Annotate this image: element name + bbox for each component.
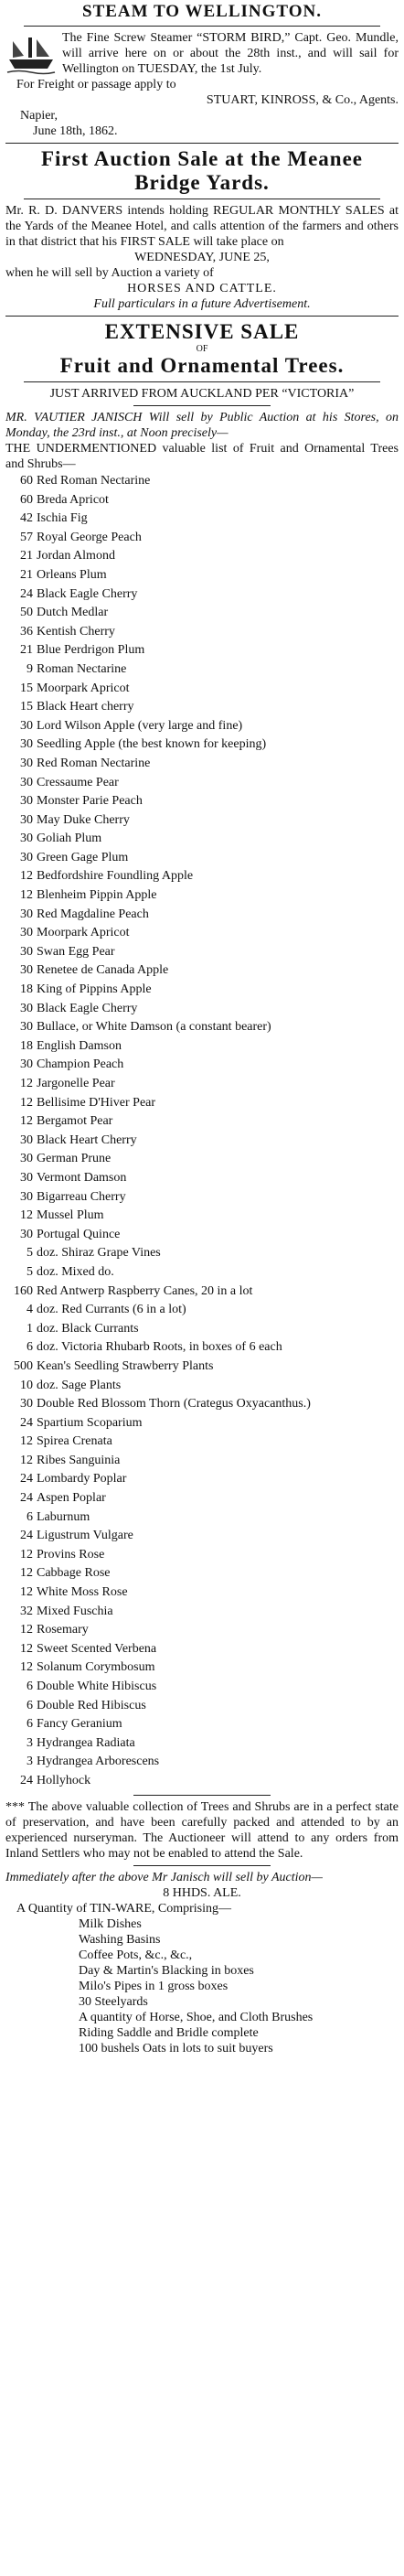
advert-title: EXTENSIVE SALE	[104, 320, 300, 343]
goods: HORSES AND CATTLE.	[127, 282, 277, 295]
list-item	[5, 1056, 399, 1075]
item-quantity: 6	[27, 1509, 33, 1524]
list-item	[5, 698, 399, 717]
tinware-list	[5, 1916, 399, 2056]
list-item	[5, 1301, 399, 1320]
list-item	[5, 1283, 399, 1302]
item-name: Breda Apricot	[37, 492, 109, 507]
fruit-trees-advert	[5, 320, 399, 2056]
list-item	[5, 547, 399, 566]
newspaper-column	[5, 0, 399, 2056]
item-name: Bedfordshire Foundling Apple	[37, 869, 194, 884]
item-name: doz. Red Currants (6 in a lot)	[37, 1303, 186, 1317]
item-quantity: 30	[20, 812, 33, 827]
item-name: King of Pippins Apple	[37, 982, 152, 997]
item-name: Sweet Scented Verbena	[37, 1641, 157, 1656]
item-quantity: 500	[14, 1358, 33, 1373]
list-item	[5, 1452, 399, 1471]
item-quantity: 30	[20, 1189, 33, 1204]
list-item	[5, 906, 399, 925]
item-quantity: 4	[27, 1303, 33, 1317]
item-name: Kean's Seedling Strawberry Plants	[37, 1358, 214, 1373]
list-item	[5, 1150, 399, 1169]
list-item	[5, 1583, 399, 1603]
item-name: English Damson	[37, 1038, 122, 1053]
item-quantity: 30	[20, 1397, 33, 1411]
list-item	[5, 1207, 399, 1226]
item-quantity: 30	[20, 1001, 33, 1015]
item-name: Ligustrum Vulgare	[37, 1529, 133, 1543]
item-name: Orleans Plum	[37, 567, 107, 582]
item-quantity: 12	[20, 1660, 33, 1675]
list-item	[5, 1395, 399, 1414]
list-item	[5, 1338, 399, 1358]
item-quantity: 160	[14, 1283, 33, 1298]
item-quantity: 21	[20, 567, 33, 582]
list-item	[5, 1094, 399, 1113]
item-name: Aspen Poplar	[37, 1491, 106, 1506]
item-name: Seedling Apple (the best known for keeping)	[37, 737, 267, 752]
item-quantity: 5	[27, 1264, 33, 1279]
item-quantity: 1	[27, 1321, 33, 1336]
item-name: Double White Hibiscus	[37, 1680, 157, 1693]
item-quantity: 30	[20, 1020, 33, 1035]
item-quantity: 12	[20, 1453, 33, 1467]
item-quantity: 3	[27, 1755, 33, 1769]
list-item	[5, 510, 399, 529]
item-name: Spartium Scoparium	[37, 1415, 143, 1430]
item-quantity: 12	[20, 1566, 33, 1581]
item-name: German Prune	[37, 1152, 112, 1166]
advert-title: STEAM TO WELLINGTON.	[82, 2, 322, 21]
advert-note: Full particulars in a future Advertisement.	[93, 297, 311, 311]
item-name: Lombardy Poplar	[37, 1472, 127, 1487]
item-name: Hollyhock	[37, 1773, 91, 1787]
list-item	[5, 1226, 399, 1245]
list-item	[5, 472, 399, 491]
list-item	[5, 1640, 399, 1659]
item-quantity: 24	[20, 1529, 33, 1543]
item-name: Bergamot Pear	[37, 1114, 113, 1129]
item-name: Jargonelle Pear	[37, 1077, 115, 1090]
tinware-item: 30 Steelyards	[79, 1994, 148, 2009]
list-item	[5, 735, 399, 755]
item-quantity: 12	[20, 1585, 33, 1600]
divider	[133, 405, 271, 406]
item-quantity: 24	[20, 1415, 33, 1430]
list-item	[5, 680, 399, 699]
list-item	[5, 792, 399, 811]
list-item	[5, 717, 399, 736]
item-quantity: 6	[27, 1680, 33, 1693]
sale-day: WEDNESDAY, JUNE 25,	[134, 251, 270, 264]
item-quantity: 12	[20, 1208, 33, 1223]
item-name: doz. Black Currants	[37, 1321, 139, 1336]
item-quantity: 12	[20, 1623, 33, 1637]
list-item	[5, 1414, 399, 1433]
item-quantity: 30	[20, 907, 33, 921]
item-quantity: 5	[27, 1246, 33, 1261]
item-name: Hydrangea Radiata	[37, 1735, 135, 1750]
list-item	[5, 774, 399, 793]
list-item	[5, 1734, 399, 1754]
advert-title: First Auction Sale at the Meanee Bridge Yards.	[40, 147, 364, 194]
item-name: Double Red Hibiscus	[37, 1698, 146, 1712]
item-quantity: 42	[20, 511, 33, 526]
item-quantity: 12	[20, 1434, 33, 1449]
list-item	[5, 1000, 399, 1019]
list-item	[5, 1018, 399, 1037]
item-quantity: 57	[20, 530, 33, 544]
list-item	[5, 755, 399, 774]
list-item	[5, 1715, 399, 1734]
item-quantity: 30	[20, 1132, 33, 1147]
list-item	[5, 1621, 399, 1640]
item-name: Dutch Medlar	[37, 606, 109, 620]
tinware-item: Coffee Pots, &c., &c.,	[79, 1948, 193, 1962]
item-name: Black Heart cherry	[37, 700, 134, 714]
item-name: Ribes Sanguinia	[37, 1453, 121, 1467]
list-item	[5, 585, 399, 605]
item-quantity: 30	[20, 775, 33, 789]
list-item	[5, 867, 399, 886]
item-name: Bullace, or White Damson (a constant bearer)	[37, 1020, 271, 1035]
item-quantity: 30	[20, 737, 33, 752]
list-item	[5, 1508, 399, 1528]
item-name: Ischia Fig	[37, 511, 88, 526]
list-item	[5, 641, 399, 660]
item-quantity: 12	[20, 1641, 33, 1656]
item-name: Lord Wilson Apple (very large and fine)	[37, 718, 243, 733]
list-item	[5, 1564, 399, 1583]
item-quantity: 30	[20, 944, 33, 959]
item-name: Swan Egg Pear	[37, 944, 115, 959]
divider	[5, 143, 399, 144]
tinware-item: Day & Martin's Blacking in boxes	[79, 1963, 254, 1978]
item-quantity: 24	[20, 1773, 33, 1787]
auction-meanee-advert	[5, 147, 399, 317]
list-item	[5, 1546, 399, 1565]
item-quantity: 24	[20, 1491, 33, 1506]
list-item	[5, 1678, 399, 1697]
tinware-item: Milk Dishes	[79, 1916, 142, 1931]
item-name: Mussel Plum	[37, 1208, 104, 1223]
item-name: Monster Parie Peach	[37, 794, 143, 809]
item-name: Renetee de Canada Apple	[37, 963, 169, 978]
list-item	[5, 1603, 399, 1622]
list-item	[5, 1433, 399, 1452]
item-name: Blenheim Pippin Apple	[37, 888, 157, 903]
item-quantity: 24	[20, 586, 33, 601]
list-item	[5, 886, 399, 906]
item-name: Goliah Plum	[37, 832, 102, 846]
item-name: Kentish Cherry	[37, 624, 115, 639]
item-quantity: 30	[20, 963, 33, 978]
item-name: Spirea Crenata	[37, 1434, 112, 1449]
list-item	[5, 1244, 399, 1263]
item-quantity: 21	[20, 643, 33, 658]
tinware-lead: A Quantity of TIN-WARE, Comprising—	[16, 1901, 232, 1916]
item-name: Provins Rose	[37, 1547, 105, 1562]
item-name: May Duke Cherry	[37, 812, 130, 827]
list-item	[5, 1527, 399, 1546]
item-name: Moorpark Apricot	[37, 926, 130, 940]
item-name: doz. Shiraz Grape Vines	[37, 1246, 161, 1261]
item-name: Portugal Quince	[37, 1227, 121, 1241]
list-item	[5, 1697, 399, 1716]
item-quantity: 6	[27, 1717, 33, 1732]
list-item	[5, 830, 399, 849]
collection-note: *** The above valuable collection of Trees and Shrubs are in a perfect state of preservation, and have been carefully packed and attended to by an experienced nurseryman. The Auctioneer will attend to any orders from Inland Settlers who may not be enabled to attend the Sale.	[5, 1799, 399, 1861]
list-item	[5, 1658, 399, 1678]
item-name: Double Red Blossom Thorn (Crategus Oxyacanthus.)	[37, 1397, 311, 1411]
after-sale: Immediately after the above Mr Janisch will sell by Auction—	[5, 1870, 323, 1884]
advert-subtitle: Fruit and Ornamental Trees.	[59, 354, 345, 377]
item-quantity: 30	[20, 718, 33, 733]
item-quantity: 12	[20, 888, 33, 903]
list-item	[5, 1489, 399, 1508]
advert-body: Mr. R. D. DANVERS intends holding REGULAR MONTHLY SALES at the Yards of the Meanee Hotel, and calls attention of the farmers and others in that district that his FIRST SALE will take place on	[5, 204, 399, 249]
item-quantity: 12	[20, 1114, 33, 1129]
place: Napier,	[20, 109, 58, 123]
list-item	[5, 961, 399, 981]
item-name: Moorpark Apricot	[37, 681, 130, 695]
item-quantity: 30	[20, 850, 33, 864]
item-name: Red Antwerp Raspberry Canes, 20 in a lot	[37, 1283, 253, 1298]
item-name: Red Roman Nectarine	[37, 756, 151, 770]
item-name: Bigarreau Cherry	[37, 1189, 126, 1204]
item-quantity: 3	[27, 1735, 33, 1750]
freight-line: For Freight or passage apply to	[16, 78, 176, 91]
list-item	[5, 924, 399, 943]
item-name: Green Gage Plum	[37, 850, 129, 864]
list-item	[5, 660, 399, 680]
item-quantity: 18	[20, 982, 33, 997]
list-item	[5, 1470, 399, 1489]
list-item	[5, 1075, 399, 1094]
tinware-item: Washing Basins	[79, 1932, 161, 1947]
list-item	[5, 1377, 399, 1396]
item-quantity: 30	[20, 1152, 33, 1166]
item-quantity: 6	[27, 1340, 33, 1355]
item-quantity: 50	[20, 606, 33, 620]
item-name: Mixed Fuschia	[37, 1604, 113, 1618]
item-quantity: 30	[20, 756, 33, 770]
item-name: Laburnum	[37, 1509, 90, 1524]
divider	[24, 381, 380, 382]
item-name: Cabbage Rose	[37, 1566, 111, 1581]
list-item	[5, 491, 399, 510]
list-item	[5, 623, 399, 642]
item-name: Rosemary	[37, 1623, 89, 1637]
item-quantity: 24	[20, 1472, 33, 1487]
list-item	[5, 1358, 399, 1377]
item-quantity: 30	[20, 1170, 33, 1185]
item-name: Black Heart Cherry	[37, 1132, 137, 1147]
list-item	[5, 1320, 399, 1339]
list-item	[5, 566, 399, 585]
item-quantity: 30	[20, 832, 33, 846]
ale-lot: 8 HHDS. ALE.	[163, 1885, 241, 1900]
item-name: Bellisime D'Hiver Pear	[37, 1095, 156, 1110]
list-item	[5, 604, 399, 623]
advert-body	[5, 30, 399, 139]
item-quantity: 21	[20, 549, 33, 564]
item-quantity: 12	[20, 1095, 33, 1110]
auction-intro: MR. VAUTIER JANISCH Will sell by Public Auction at his Stores, on Monday, the 23rd inst., at Noon precisely—	[5, 411, 399, 440]
item-name: Fancy Geranium	[37, 1717, 122, 1732]
item-quantity: 30	[20, 794, 33, 809]
item-name: Black Eagle Cherry	[37, 1001, 138, 1015]
divider	[133, 1795, 271, 1796]
tinware-item: A quantity of Horse, Shoe, and Cloth Brushes	[79, 2010, 314, 2024]
list-item	[5, 1132, 399, 1151]
item-name: Cressaume Pear	[37, 775, 119, 789]
item-quantity: 60	[20, 474, 33, 488]
item-name: Vermont Damson	[37, 1170, 127, 1185]
list-item	[5, 1772, 399, 1791]
item-quantity: 10	[20, 1378, 33, 1392]
item-name: Solanum Corymbosum	[37, 1660, 155, 1675]
tree-list	[5, 472, 399, 1791]
item-name: White Moss Rose	[37, 1585, 128, 1600]
item-name: Jordan Almond	[37, 549, 115, 564]
list-item	[5, 849, 399, 868]
item-name: Roman Nectarine	[37, 661, 127, 676]
item-quantity: 30	[20, 1057, 33, 1072]
item-quantity: 6	[27, 1698, 33, 1712]
agent-signature: STUART, KINROSS, & Co., Agents.	[206, 93, 399, 107]
list-lead: THE UNDERMENTIONED valuable list of Fruit and Ornamental Trees and Shrubs—	[5, 442, 399, 471]
list-item	[5, 811, 399, 831]
item-quantity: 15	[20, 700, 33, 714]
list-item	[5, 1263, 399, 1283]
item-name: Blue Perdrigon Plum	[37, 643, 145, 658]
item-quantity: 36	[20, 624, 33, 639]
tinware-item: Riding Saddle and Bridle complete	[79, 2025, 259, 2040]
item-name: doz. Sage Plants	[37, 1378, 122, 1392]
item-name: Red Magdaline Peach	[37, 907, 149, 921]
arrival-note: JUST ARRIVED FROM AUCKLAND PER “VICTORIA”	[49, 387, 355, 401]
list-item	[5, 1169, 399, 1188]
item-quantity: 60	[20, 492, 33, 507]
date: June 18th, 1862.	[33, 124, 118, 138]
list-item	[5, 981, 399, 1000]
item-quantity: 30	[20, 926, 33, 940]
list-item	[5, 1037, 399, 1057]
item-quantity: 32	[20, 1604, 33, 1618]
list-item	[5, 529, 399, 548]
item-name: Champion Peach	[37, 1057, 124, 1072]
divider	[133, 1865, 271, 1866]
item-quantity: 9	[27, 661, 33, 676]
item-quantity: 30	[20, 1227, 33, 1241]
item-quantity: 12	[20, 869, 33, 884]
divider	[5, 316, 399, 317]
tinware-item: 100 bushels Oats in lots to suit buyers	[79, 2041, 273, 2055]
item-name: Red Roman Nectarine	[37, 474, 151, 488]
list-item	[5, 1188, 399, 1208]
item-quantity: 15	[20, 681, 33, 695]
advert-body-2: when he will sell by Auction a variety of	[5, 266, 214, 280]
of-label: OF	[196, 344, 208, 354]
item-quantity: 18	[20, 1038, 33, 1053]
item-quantity: 12	[20, 1547, 33, 1562]
advert-text: The Fine Screw Steamer “STORM BIRD,” Capt. Geo. Mundle, will arrive here on or about the 28th inst., and will sail for Wellington on TUESDAY, the 1st July.	[62, 31, 399, 76]
divider	[24, 26, 380, 27]
item-name: Hydrangea Arborescens	[37, 1755, 160, 1769]
list-item	[5, 1112, 399, 1132]
steam-advert	[5, 2, 399, 144]
list-item	[5, 943, 399, 962]
item-name: doz. Victoria Rhubarb Roots, in boxes of 6 each	[37, 1340, 282, 1355]
tinware-item: Milo's Pipes in 1 gross boxes	[79, 1979, 229, 1993]
item-name: doz. Mixed do.	[37, 1264, 114, 1279]
item-quantity: 12	[20, 1077, 33, 1090]
item-name: Royal George Peach	[37, 530, 142, 544]
list-item	[5, 1753, 399, 1772]
item-name: Black Eagle Cherry	[37, 586, 138, 601]
steamship-icon	[5, 32, 57, 76]
